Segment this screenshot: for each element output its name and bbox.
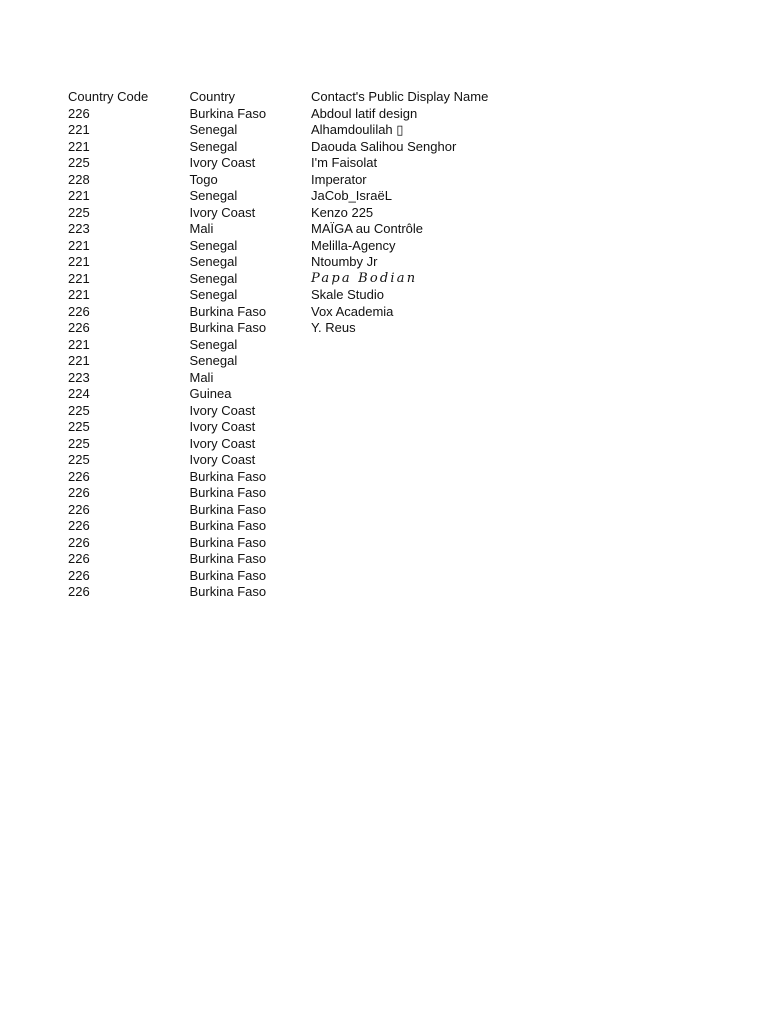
country-cell: Senegal	[189, 270, 238, 286]
country-code-cell: 226	[68, 534, 90, 550]
country-code-cell: 226	[68, 303, 90, 319]
table-row	[68, 304, 571, 321]
display-name-cell: Daouda Salihou Senghor	[311, 138, 457, 154]
country-code-cell: 225	[68, 155, 90, 170]
table-row	[68, 568, 571, 585]
display-name-cell	[311, 502, 571, 519]
country-code-cell: 221	[68, 237, 90, 253]
country-cell: Ivory Coast	[189, 435, 256, 451]
country-cell: Burkina Faso	[189, 303, 267, 319]
table-row	[68, 518, 571, 535]
country-cell: Burkina Faso	[189, 105, 267, 121]
country-code-cell: 224	[68, 386, 90, 401]
country-cell: Senegal	[189, 287, 238, 302]
table-row	[68, 386, 571, 403]
country-cell: Guinea	[189, 386, 232, 401]
country-code-cell: 226	[68, 485, 90, 500]
display-name-cell	[311, 469, 571, 486]
display-name-cell	[311, 386, 571, 403]
country-cell: Mali	[189, 369, 214, 385]
display-name-cell	[311, 419, 571, 436]
country-code-cell: 226	[68, 501, 90, 517]
display-name-cell: I'm Faisolat	[311, 155, 378, 170]
table-row	[68, 584, 571, 601]
table-row	[68, 419, 571, 436]
table-row	[68, 172, 571, 189]
country-cell: Burkina Faso	[189, 320, 267, 335]
country-code-cell: 228	[68, 171, 90, 187]
country-code-cell: 221	[68, 270, 90, 286]
table-row	[68, 452, 571, 469]
country-cell: Burkina Faso	[189, 518, 267, 533]
table-row	[68, 403, 571, 420]
display-name-cell	[311, 518, 571, 535]
country-cell: Senegal	[189, 336, 238, 352]
display-name-cell	[311, 353, 571, 370]
display-name-cell	[311, 485, 571, 502]
country-cell: Ivory Coast	[189, 402, 256, 418]
country-code-cell: 221	[68, 188, 90, 203]
country-code-cell: 223	[68, 369, 90, 385]
country-code-cell: 225	[68, 402, 90, 418]
table-row	[68, 370, 571, 387]
display-name-cell	[311, 452, 571, 469]
table-row	[68, 188, 571, 205]
display-name-cell: Alhamdoulilah ▯	[311, 122, 404, 137]
country-code-cell: 226	[68, 584, 90, 599]
country-cell: Burkina Faso	[189, 501, 267, 517]
display-name-cell	[311, 584, 571, 601]
table-row	[68, 337, 571, 354]
country-cell: Senegal	[189, 254, 238, 269]
display-name-cell	[311, 370, 571, 387]
country-cell: Mali	[189, 221, 214, 236]
country-cell: Burkina Faso	[189, 485, 267, 500]
display-name-cell: Kenzo 225	[311, 204, 374, 220]
contacts-sheet	[68, 89, 571, 601]
display-name-cell: Papa Bodian	[311, 270, 418, 286]
country-code-cell: 225	[68, 419, 90, 434]
country-code-cell: 223	[68, 221, 90, 236]
display-name-cell: JaCob_IsraëL	[311, 188, 392, 203]
country-cell: Senegal	[189, 122, 238, 137]
table-row	[68, 287, 571, 304]
table-row	[68, 320, 571, 337]
header-country: Country	[189, 89, 236, 104]
header-display-name: Contact's Public Display Name	[311, 89, 489, 104]
table-row	[68, 271, 571, 288]
country-code-cell: 221	[68, 336, 90, 352]
country-cell: Senegal	[189, 237, 238, 253]
country-code-cell: 226	[68, 320, 90, 335]
country-cell: Burkina Faso	[189, 567, 267, 583]
country-code-cell: 226	[68, 518, 90, 533]
display-name-cell: Vox Academia	[311, 303, 394, 319]
display-name-cell: Melilla-Agency	[311, 237, 396, 253]
display-name-cell	[311, 568, 571, 585]
table-row	[68, 551, 571, 568]
display-name-cell	[311, 436, 571, 453]
country-cell: Burkina Faso	[189, 584, 267, 599]
country-cell: Senegal	[189, 188, 238, 203]
table-row	[68, 139, 571, 156]
country-cell: Ivory Coast	[189, 452, 256, 467]
country-code-cell: 226	[68, 567, 90, 583]
table-row	[68, 485, 571, 502]
country-cell: Senegal	[189, 138, 238, 154]
country-code-cell: 221	[68, 254, 90, 269]
table-row	[68, 238, 571, 255]
country-cell: Togo	[189, 171, 218, 187]
country-code-cell: 221	[68, 122, 90, 137]
table-row	[68, 122, 571, 139]
display-name-cell: Abdoul latif design	[311, 105, 418, 121]
country-code-cell: 226	[68, 551, 90, 566]
table-row	[68, 353, 571, 370]
data-rows	[68, 106, 571, 601]
display-name-cell	[311, 535, 571, 552]
country-code-cell: 225	[68, 204, 90, 220]
table-row	[68, 436, 571, 453]
table-row	[68, 535, 571, 552]
display-name-cell	[311, 337, 571, 354]
display-name-cell	[311, 403, 571, 420]
country-cell: Burkina Faso	[189, 551, 267, 566]
display-name-cell: Skale Studio	[311, 287, 384, 302]
header-row	[68, 89, 571, 106]
country-code-cell: 226	[68, 468, 90, 484]
table-row	[68, 205, 571, 222]
display-name-cell: Y. Reus	[311, 320, 356, 335]
table-row	[68, 155, 571, 172]
display-name-cell: MAÏGA au Contrôle	[311, 221, 423, 236]
display-name-cell: Imperator	[311, 171, 367, 187]
display-name-cell	[311, 551, 571, 568]
country-cell: Burkina Faso	[189, 468, 267, 484]
table-row	[68, 221, 571, 238]
country-cell: Ivory Coast	[189, 204, 256, 220]
country-cell: Senegal	[189, 353, 238, 368]
country-cell: Ivory Coast	[189, 155, 256, 170]
country-code-cell: 225	[68, 452, 90, 467]
table-row	[68, 469, 571, 486]
country-cell: Ivory Coast	[189, 419, 256, 434]
country-code-cell: 221	[68, 138, 90, 154]
table-row	[68, 502, 571, 519]
country-code-cell: 221	[68, 287, 90, 302]
country-code-cell: 225	[68, 435, 90, 451]
table-row	[68, 106, 571, 123]
country-code-cell: 221	[68, 353, 90, 368]
country-cell: Burkina Faso	[189, 534, 267, 550]
table-row	[68, 254, 571, 271]
header-country-code: Country Code	[68, 89, 149, 104]
display-name-cell: Ntoumby Jr	[311, 254, 378, 269]
country-code-cell: 226	[68, 105, 90, 121]
